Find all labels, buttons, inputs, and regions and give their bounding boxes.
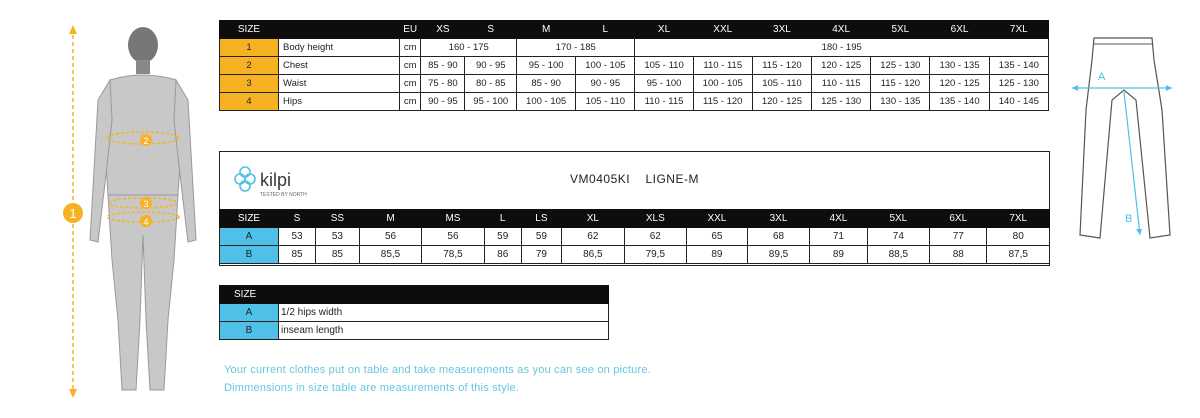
size-row-value: 120 - 125 — [930, 75, 989, 93]
marker-4 — [140, 215, 152, 227]
size-table — [219, 20, 1049, 111]
size-row-value: 100 - 105 — [693, 75, 752, 93]
size-row-value: 125 - 130 — [989, 75, 1048, 93]
size-row-value: 90 - 95 — [421, 93, 465, 111]
marker-1 — [63, 203, 83, 223]
legend-table — [219, 285, 609, 340]
size-row-value: 120 - 125 — [812, 57, 871, 75]
legend-table-header — [220, 286, 609, 304]
size-header-cell: XXL — [693, 21, 752, 39]
size-row-value: 75 - 80 — [421, 75, 465, 93]
size-row — [220, 75, 1049, 93]
measure-row-value: 88,5 — [867, 246, 929, 264]
size-header-cell: XS — [421, 21, 465, 39]
measure-row-value: 79,5 — [624, 246, 686, 264]
model-title — [220, 172, 1049, 186]
measure-row-value: 74 — [867, 228, 929, 246]
size-row-value: 80 - 85 — [465, 75, 517, 93]
measure-row-value: 53 — [316, 228, 360, 246]
body-figure-illustration — [50, 20, 220, 405]
note-line-2: Dimmensions in size table are measurements of this style. — [224, 382, 520, 394]
size-row — [220, 39, 1049, 57]
size-row-label: Body height — [279, 39, 400, 57]
size-row-value: 105 - 110 — [576, 93, 635, 111]
measure-row-value: 86 — [484, 246, 521, 264]
size-row-value: 105 - 110 — [752, 75, 811, 93]
svg-text:TESTED BY NORTH: TESTED BY NORTH — [260, 192, 307, 198]
pants-illustration — [1070, 30, 1180, 245]
pants-marker-b: B — [1125, 213, 1133, 225]
size-row-value: 105 - 110 — [635, 57, 693, 75]
measure-row-value: 85 — [316, 246, 360, 264]
measure-row-value: 79 — [521, 246, 561, 264]
size-header-cell — [279, 21, 400, 39]
size-header-cell: 7XL — [989, 21, 1048, 39]
size-row-label: Hips — [279, 93, 400, 111]
measure-header-cell: M — [359, 210, 421, 228]
measure-row-value: 59 — [484, 228, 521, 246]
pants-diagram — [1070, 30, 1180, 245]
size-header-cell: 4XL — [812, 21, 871, 39]
measure-row-value: 65 — [687, 228, 748, 246]
measure-row-value: 86,5 — [562, 246, 624, 264]
measure-table-header — [220, 210, 1050, 228]
measure-header-cell: MS — [422, 210, 484, 228]
product-measure-box — [219, 151, 1050, 266]
measure-row-value: 89,5 — [747, 246, 809, 264]
measure-row-value: 85,5 — [359, 246, 421, 264]
measure-row-value: 62 — [624, 228, 686, 246]
size-row-value: 85 - 90 — [421, 57, 465, 75]
measure-header-cell: 3XL — [747, 210, 809, 228]
measure-row-value: 89 — [810, 246, 867, 264]
size-row-value: 170 - 185 — [517, 39, 635, 57]
size-row-value: 110 - 115 — [812, 75, 871, 93]
svg-text:1: 1 — [69, 206, 77, 221]
model-code: VM0405KI — [570, 172, 631, 186]
size-row-value: 135 - 140 — [930, 93, 989, 111]
size-row-unit: cm — [400, 93, 421, 111]
size-row — [220, 93, 1049, 111]
size-row-value: 130 - 135 — [930, 57, 989, 75]
measure-row-value: 85 — [279, 246, 316, 264]
measure-table — [219, 209, 1050, 264]
size-header-cell: 5XL — [871, 21, 930, 39]
measure-row — [220, 228, 1050, 246]
size-row-value: 95 - 100 — [635, 75, 693, 93]
size-row-value: 100 - 105 — [576, 57, 635, 75]
size-row-value: 115 - 120 — [871, 75, 930, 93]
measure-row-value: 59 — [521, 228, 561, 246]
size-row-number: 3 — [220, 75, 279, 93]
svg-text:4: 4 — [143, 217, 149, 227]
measure-row-value: 56 — [422, 228, 484, 246]
marker-2 — [140, 134, 152, 146]
size-row-unit: cm — [400, 75, 421, 93]
size-row — [220, 57, 1049, 75]
size-row-number: 1 — [220, 39, 279, 57]
measure-header-cell: SIZE — [220, 210, 279, 228]
measure-header-cell: XL — [562, 210, 624, 228]
measure-header-cell: 6XL — [930, 210, 987, 228]
legend-row-text: 1/2 hips width — [279, 304, 609, 322]
measure-row-value: 77 — [930, 228, 987, 246]
svg-text:kilpi: kilpi — [260, 170, 292, 190]
size-row-value: 125 - 130 — [871, 57, 930, 75]
measure-row-value: 68 — [747, 228, 809, 246]
measure-header-cell: LS — [521, 210, 561, 228]
size-header-cell: SIZE — [220, 21, 279, 39]
measure-row-value: 56 — [359, 228, 421, 246]
size-row-value: 85 - 90 — [517, 75, 576, 93]
legend-header-cell: SIZE — [220, 286, 609, 304]
size-row-value: 180 - 195 — [635, 39, 1049, 57]
size-row-value: 130 - 135 — [871, 93, 930, 111]
size-header-cell: 3XL — [752, 21, 811, 39]
legend-row-text: inseam length — [279, 322, 609, 340]
size-row-value: 160 - 175 — [421, 39, 517, 57]
measure-header-cell: XXL — [687, 210, 748, 228]
measure-row-label: A — [220, 228, 279, 246]
measure-header-cell: 5XL — [867, 210, 929, 228]
size-row-value: 90 - 95 — [465, 57, 517, 75]
legend-row-label: B — [220, 322, 279, 340]
measure-row-value: 89 — [687, 246, 748, 264]
measure-row-value: 80 — [987, 228, 1050, 246]
measure-row-value: 87,5 — [987, 246, 1050, 264]
legend-row-label: A — [220, 304, 279, 322]
measure-header-cell: 4XL — [810, 210, 867, 228]
legend-row — [220, 322, 609, 340]
size-row-value: 115 - 120 — [752, 57, 811, 75]
size-row-value: 120 - 125 — [752, 93, 811, 111]
size-header-cell: S — [465, 21, 517, 39]
body-figure — [50, 20, 220, 405]
measure-row — [220, 246, 1050, 264]
measure-header-cell: SS — [316, 210, 360, 228]
legend-row — [220, 304, 609, 322]
note-line-1: Your current clothes put on table and take measurements as you can see on picture. — [224, 364, 651, 376]
size-row-unit: cm — [400, 57, 421, 75]
size-row-value: 135 - 140 — [989, 57, 1048, 75]
marker-3 — [140, 197, 152, 209]
measure-row-value: 62 — [562, 228, 624, 246]
size-header-cell: XL — [635, 21, 693, 39]
size-header-cell: EU — [400, 21, 421, 39]
measure-header-cell: XLS — [624, 210, 686, 228]
measure-row-value: 88 — [930, 246, 987, 264]
size-row-unit: cm — [400, 39, 421, 57]
size-row-value: 100 - 105 — [517, 93, 576, 111]
measure-row-label: B — [220, 246, 279, 264]
size-row-value: 125 - 130 — [812, 93, 871, 111]
size-row-value: 110 - 115 — [693, 57, 752, 75]
size-table-header — [220, 21, 1049, 39]
size-row-number: 2 — [220, 57, 279, 75]
size-row-value: 95 - 100 — [517, 57, 576, 75]
model-name: LIGNE-M — [645, 172, 699, 186]
svg-text:3: 3 — [143, 199, 149, 209]
size-row-value: 95 - 100 — [465, 93, 517, 111]
size-row-value: 90 - 95 — [576, 75, 635, 93]
size-row-number: 4 — [220, 93, 279, 111]
svg-text:2: 2 — [143, 136, 149, 146]
size-header-cell: 6XL — [930, 21, 989, 39]
size-row-label: Chest — [279, 57, 400, 75]
size-row-value: 115 - 120 — [693, 93, 752, 111]
measure-header-cell: L — [484, 210, 521, 228]
size-row-label: Waist — [279, 75, 400, 93]
measure-row-value: 53 — [279, 228, 316, 246]
measure-row-value: 71 — [810, 228, 867, 246]
size-row-value: 110 - 115 — [635, 93, 693, 111]
size-header-cell: M — [517, 21, 576, 39]
measure-header-cell: 7XL — [987, 210, 1050, 228]
size-header-cell: L — [576, 21, 635, 39]
pants-marker-a: A — [1098, 71, 1106, 83]
measure-row-value: 78,5 — [422, 246, 484, 264]
measure-header-cell: S — [279, 210, 316, 228]
size-row-value: 140 - 145 — [989, 93, 1048, 111]
